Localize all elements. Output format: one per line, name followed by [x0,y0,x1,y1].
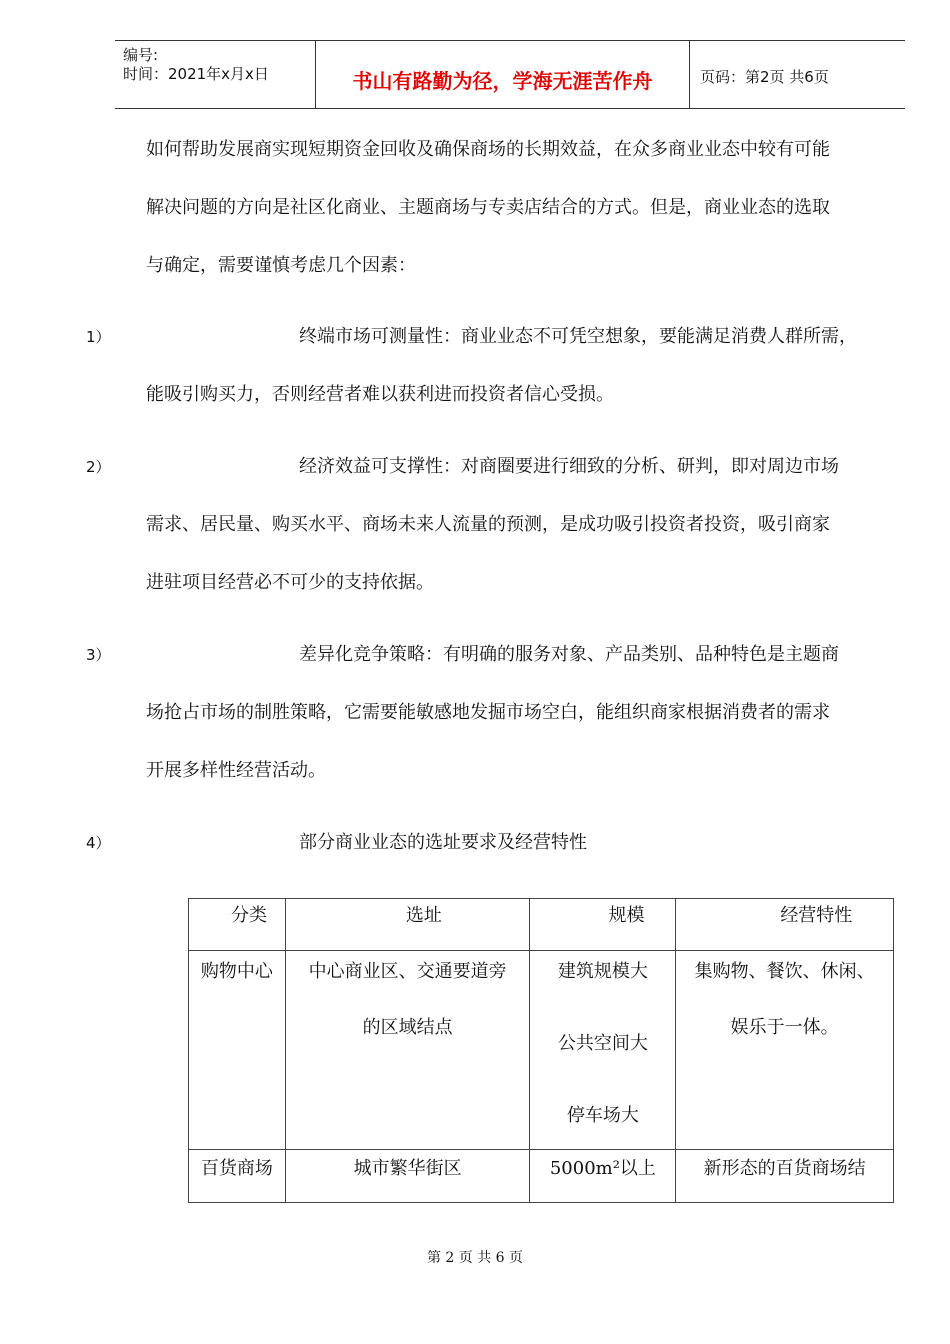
item-3-marker: 3） [86,646,111,664]
table-row [189,1150,894,1203]
item-2-marker: 2） [86,458,111,476]
item-3-line-2: 场抢占市场的制胜策略，它需要能敏感地发掘市场空白，能组织商家根据消费者的需求 [146,702,830,723]
item-4-marker: 4） [86,834,111,852]
table-header-cell: 选址 [285,899,530,951]
intro-line-1: 如何帮助发展商实现短期资金回收及确保商场的长期效益，在众多商业业态中较有可能 [146,139,830,160]
item-2-line-2: 需求、居民量、购买水平、商场未来人流量的预测，是成功吸引投资者投资，吸引商家 [146,514,830,535]
doc-time-label: 时间：2021年x月x日 [123,65,269,83]
header-motto-cell [316,41,690,108]
table-header-cell: 经营特性 [676,899,894,951]
table-cell-feature: 新形态的百货商场结 [676,1150,894,1203]
table-header-row [189,899,894,951]
table-cell-scale: 建筑规模大 公共空间大 停车场大 [530,951,676,1150]
table-header-cell: 分类 [189,899,286,951]
intro-line-3: 与确定，需要谨慎考虑几个因素： [146,255,416,276]
business-format-table [188,898,894,1203]
intro-line-2: 解决问题的方向是社区化商业、主题商场与专卖店结合的方式。但是，商业业态的选取 [146,197,830,218]
table-cell-feature: 集购物、餐饮、休闲、 娱乐于一体。 [676,951,894,1150]
table-cell-location: 中心商业区、交通要道旁 的区域结点 [285,951,530,1150]
item-2-line-3: 进驻项目经营必不可少的支持依据。 [146,572,434,593]
header-meta-cell [115,41,316,108]
doc-number-label: 编号: [123,46,159,64]
header-page-label: 页码：第2页 共6页 [700,68,829,86]
header-motto: 书山有路勤为径，学海无涯苦作舟 [352,69,653,93]
item-1-line-2: 能吸引购买力，否则经营者难以获利进而投资者信心受损。 [146,384,614,405]
item-3-line-1: 差异化竞争策略：有明确的服务对象、产品类别、品种特色是主题商 [299,644,839,665]
table-cell-location: 城市繁华街区 [285,1150,530,1203]
item-4-line-1: 部分商业业态的选址要求及经营特性 [299,832,587,853]
header-page-cell [690,41,905,108]
table-cell-category: 百货商场 [189,1150,286,1203]
item-1-line-1: 终端市场可测量性：商业业态不可凭空想象，要能满足消费人群所需， [299,326,857,347]
table-header-cell: 规模 [530,899,676,951]
item-1-marker: 1） [86,328,111,346]
table-cell-scale: 5000m²以上 [530,1150,676,1203]
table-row [189,951,894,1150]
page-header [115,40,905,109]
item-2-line-1: 经济效益可支撑性：对商圈要进行细致的分析、研判，即对周边市场 [299,456,839,477]
page-footer: 第 2 页 共 6 页 [426,1250,524,1266]
item-3-line-3: 开展多样性经营活动。 [146,760,326,781]
table-cell-category: 购物中心 [189,951,286,1150]
